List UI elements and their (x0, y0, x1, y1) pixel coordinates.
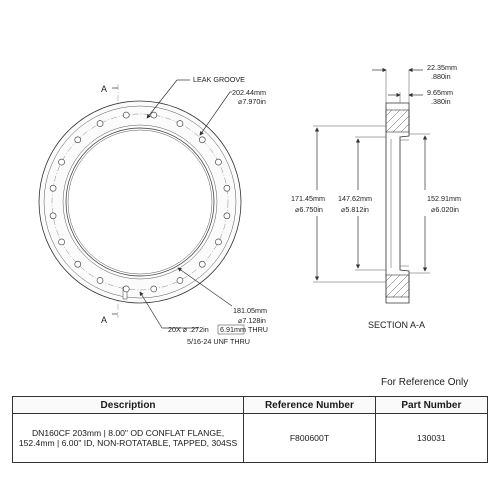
bolt-hole (151, 286, 157, 292)
d3-mm-label: 152.91mm (427, 194, 461, 203)
flange-front-view (39, 75, 268, 346)
flange-section-view (291, 63, 461, 330)
cell-description: DN160CF 203mm | 8.00" OD CONFLAT FLANGE, 152.4mm | 6.00" ID, NON-ROTATABLE, TAPPED, 304SS (13, 414, 244, 463)
cell-part-number: 130031 (375, 414, 487, 463)
od-mm-label: 202.44mm (232, 88, 266, 97)
holes-thread: 5/16-24 UNF THRU (187, 337, 250, 346)
bolt-hole (199, 137, 205, 143)
bolt-hole (177, 277, 183, 283)
section-profile (386, 103, 409, 303)
d3-in-label: ⌀6.020in (431, 205, 459, 214)
flange-bore (66, 128, 214, 276)
thickness-mm-label: 22.35mm (427, 63, 457, 72)
d1-in-label: ⌀6.750in (295, 205, 323, 214)
header-description: Description (13, 397, 244, 414)
section-title: SECTION A-A (368, 320, 426, 330)
bolt-hole (59, 159, 65, 165)
bc-mm-label: 181.05mm (233, 306, 267, 315)
section-marker-top: A (101, 84, 108, 94)
bolt-hole (123, 286, 129, 292)
d2-in-label: ⌀5.812in (341, 205, 369, 214)
header-part-number: Part Number (375, 397, 487, 414)
table-row (13, 414, 488, 463)
bolt-hole (151, 112, 157, 118)
step-mm-label: 9.65mm (427, 88, 453, 97)
d1-mm-label: 171.45mm (291, 194, 325, 203)
bolt-hole (75, 261, 81, 267)
section-marker-bottom: A (101, 315, 108, 325)
header-reference: Reference Number (244, 397, 376, 414)
bolt-hole (50, 213, 56, 219)
cell-reference: F800600T (244, 414, 376, 463)
od-in-label: ⌀7.970in (238, 97, 266, 106)
bolt-hole (123, 112, 129, 118)
bolt-hole (215, 239, 221, 245)
thickness-in-label: .880in (431, 72, 451, 81)
d2-mm-label: 147.62mm (338, 194, 372, 203)
step-in-label: .380in (431, 97, 451, 106)
bolt-hole (224, 213, 230, 219)
holes-callout: 20X ⌀ .272in (168, 325, 209, 334)
bolt-hole (75, 137, 81, 143)
reference-note: For Reference Only (381, 377, 469, 388)
holes-depth: 6.91mm (220, 325, 246, 334)
bolt-hole (97, 277, 103, 283)
bolt-hole (97, 121, 103, 127)
table-header-row (13, 397, 488, 414)
bolt-hole (215, 159, 221, 165)
bolt-hole (224, 185, 230, 191)
bolt-hole (199, 261, 205, 267)
bc-in-label: ⌀7.128in (238, 316, 266, 325)
part-table (12, 396, 488, 463)
leak-groove-label: LEAK GROOVE (193, 75, 245, 84)
bolt-hole (59, 239, 65, 245)
bolt-hole (50, 185, 56, 191)
holes-thru: THRU (248, 325, 268, 334)
bolt-hole (177, 121, 183, 127)
